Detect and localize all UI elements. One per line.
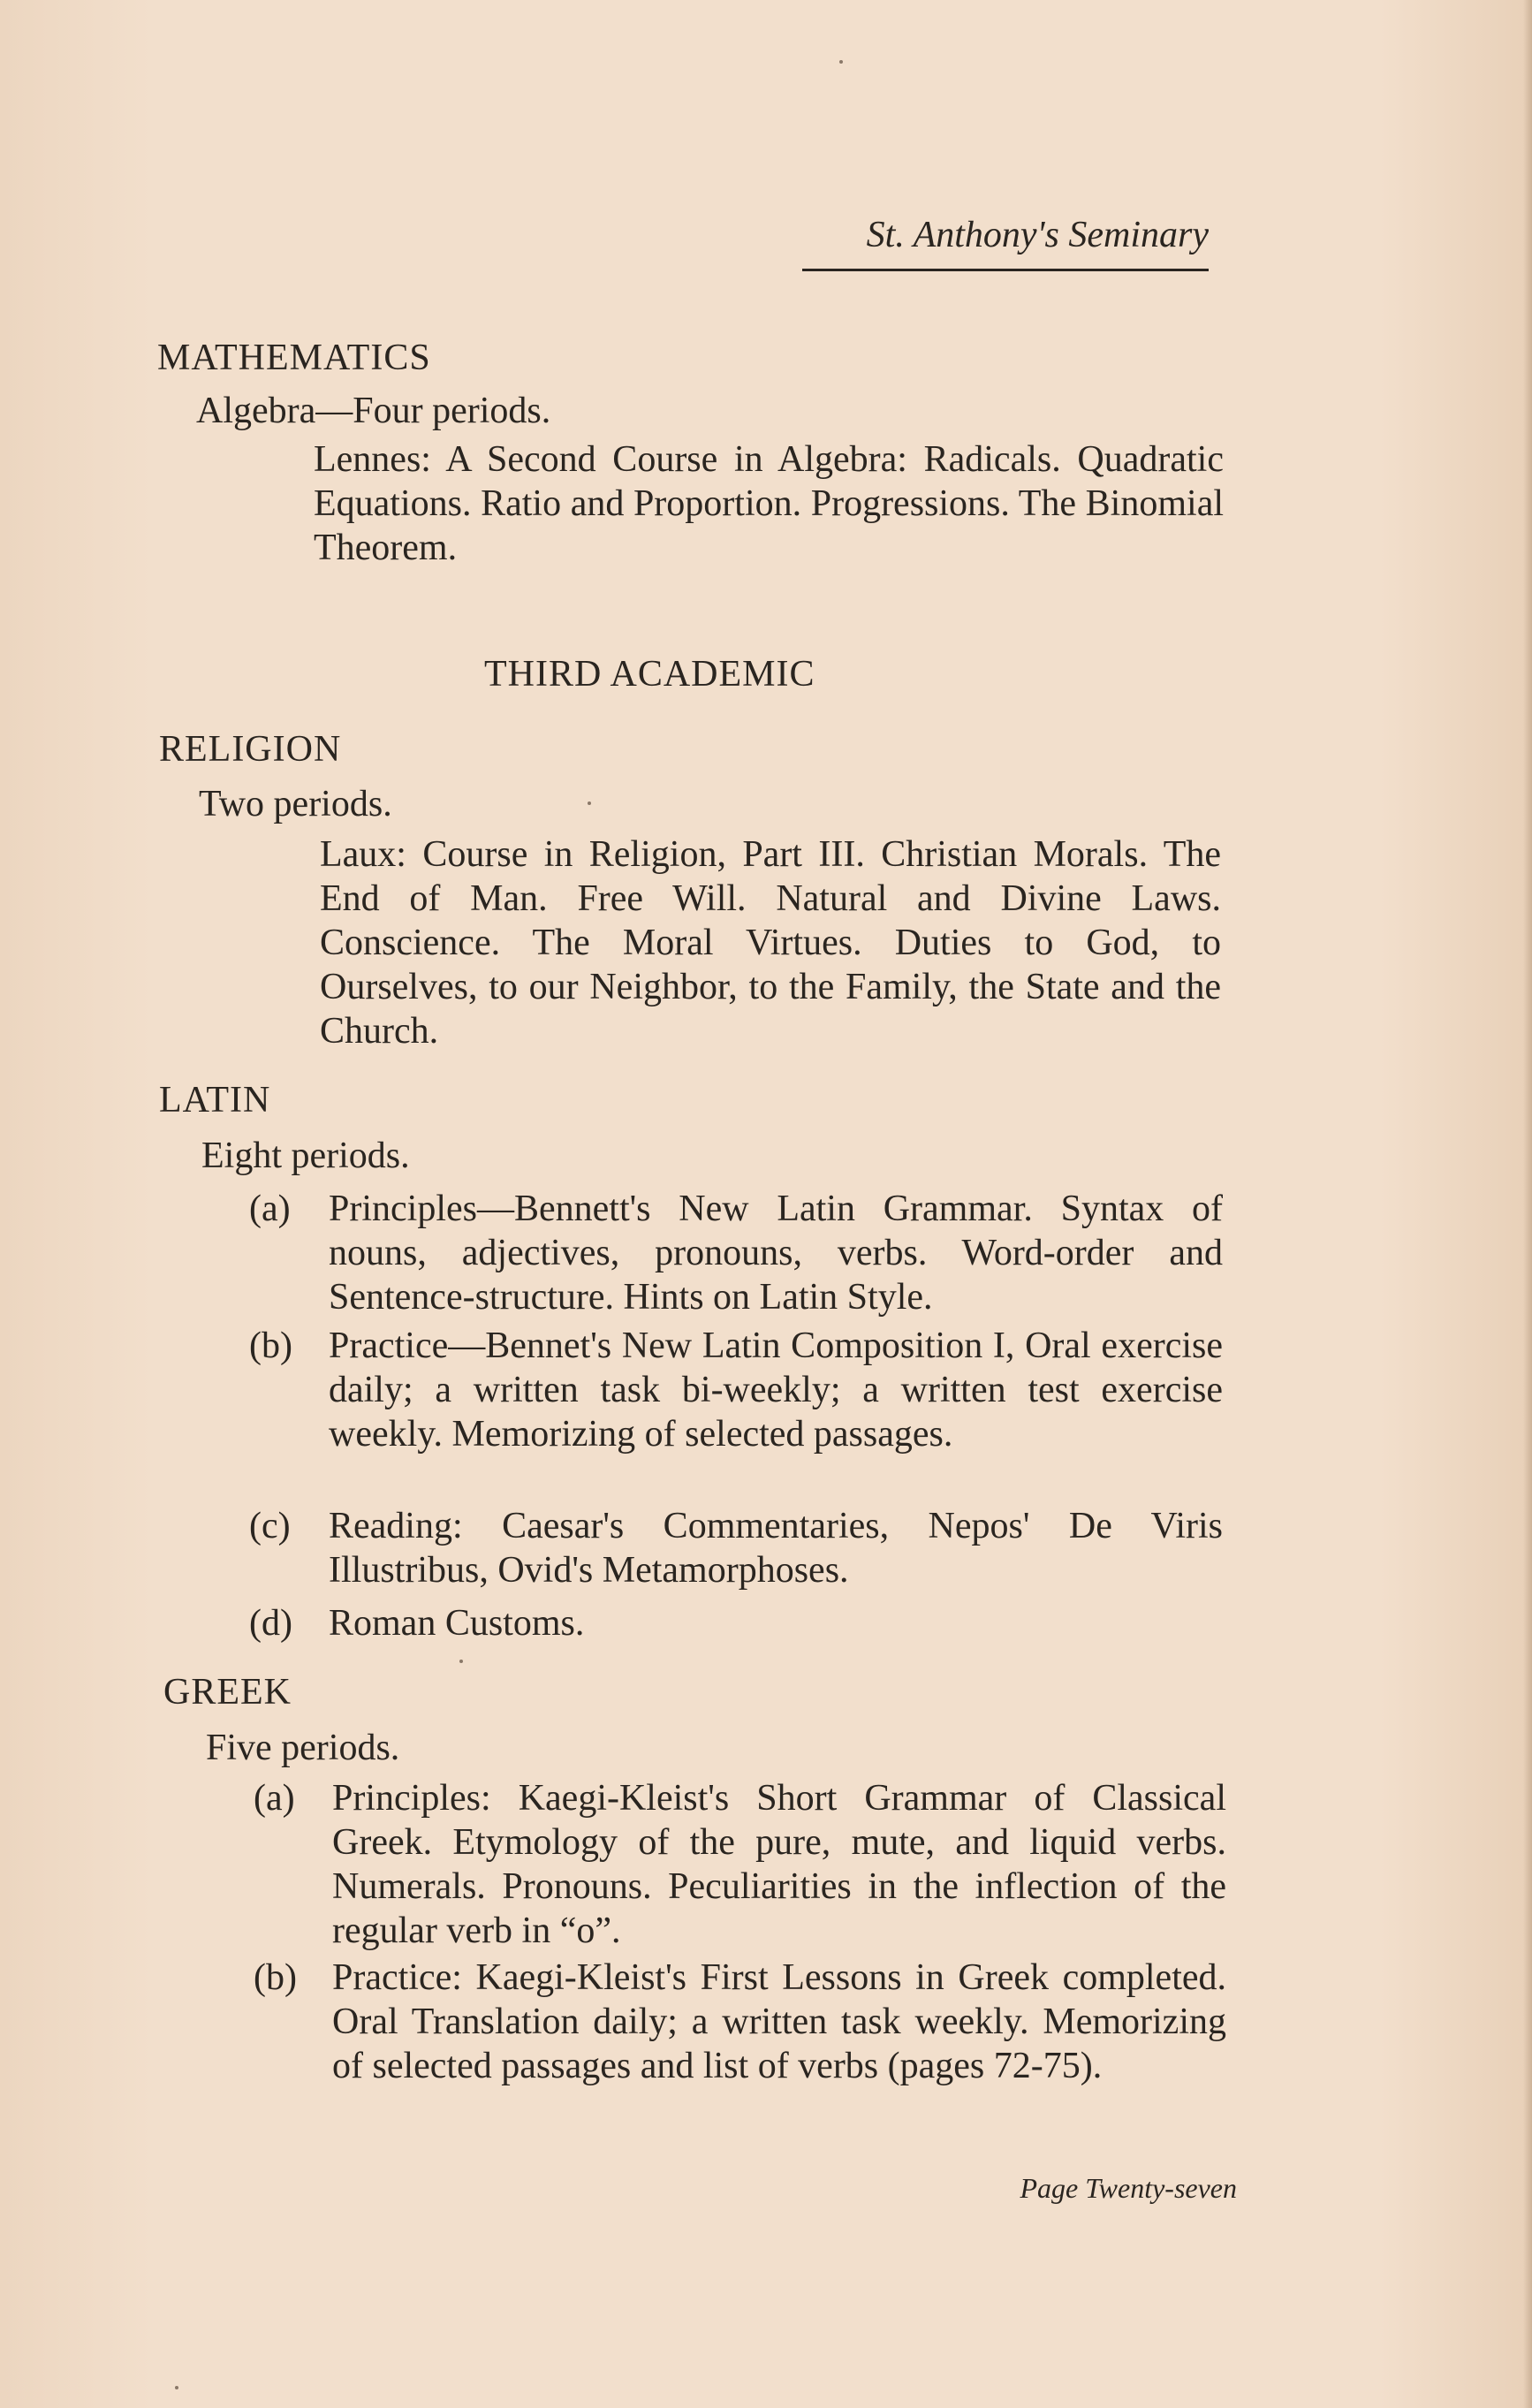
latin-item-a-text: Principles—Bennett's New Latin Grammar. Syntax of nouns, adjectives, pronouns, verbs. Word-order and Sentence-structure. Hints on Latin Style. <box>329 1189 1223 1318</box>
latin-item-d-text: Roman Customs. <box>329 1603 585 1644</box>
greek-item-b-label: (b) <box>254 1957 297 1998</box>
mathematics-paragraph: Lennes: A Second Course in Algebra: Radicals. Quadratic Equations. Ratio and Proportion. Progressions. The Binomial Theorem. <box>314 439 1224 568</box>
religion-paragraph: Laux: Course in Religion, Part III. Christian Morals. The End of Man. Free Will. Natural and Divine Laws. Conscience. The Moral Virtues. Duties to God, to Ourselves, to our Neighbor, to the Family, the State and the Church. <box>320 834 1221 1052</box>
greek-item-a-text: Principles: Kaegi-Kleist's Short Grammar of Classical Greek. Etymology of the pure, mute, and liquid verbs. Numerals. Pronouns. Peculiarities in the inflection of the regular verb in “o”. <box>332 1778 1226 1951</box>
paper-speck <box>175 2386 178 2389</box>
religion-periods: Two periods. <box>199 784 392 824</box>
page-number: Page Twenty-seven <box>1020 2172 1237 2204</box>
page-edge-shadow <box>1523 0 1532 2408</box>
latin-item-a-label: (a) <box>249 1189 291 1229</box>
latin-item-c-text: Reading: Caesar's Commentaries, Nepos' De Viris Illustribus, Ovid's Metamorphoses. <box>329 1506 1223 1591</box>
paper-speck <box>459 1660 463 1663</box>
running-header: St. Anthony's Seminary <box>866 215 1209 255</box>
religion-heading: RELIGION <box>159 729 342 770</box>
greek-heading: GREEK <box>163 1672 292 1713</box>
latin-heading: LATIN <box>159 1080 271 1120</box>
greek-periods: Five periods. <box>206 1728 400 1768</box>
paper-speck <box>588 801 591 805</box>
greek-item-a-label: (a) <box>254 1778 295 1819</box>
latin-periods: Eight periods. <box>201 1136 410 1176</box>
latin-item-b-text: Practice—Bennet's New Latin Composition I, Oral exercise daily; a written task bi-weekly; a written test exercise weekly. Memorizing of selected passages. <box>329 1326 1223 1455</box>
paper-speck <box>839 60 843 64</box>
greek-item-b-text: Practice: Kaegi-Kleist's First Lessons in Greek completed. Oral Translation daily; a written task weekly. Memorizing of selected passages and list of verbs (pages 72-75). <box>332 1957 1226 2086</box>
latin-item-d-label: (d) <box>249 1603 292 1644</box>
mathematics-subject: Algebra—Four periods. <box>196 391 551 431</box>
mathematics-heading: MATHEMATICS <box>157 338 431 378</box>
section-title: THIRD ACADEMIC <box>484 654 815 695</box>
latin-item-b-label: (b) <box>249 1326 292 1366</box>
header-rule <box>802 269 1209 271</box>
latin-item-c-label: (c) <box>249 1506 291 1546</box>
